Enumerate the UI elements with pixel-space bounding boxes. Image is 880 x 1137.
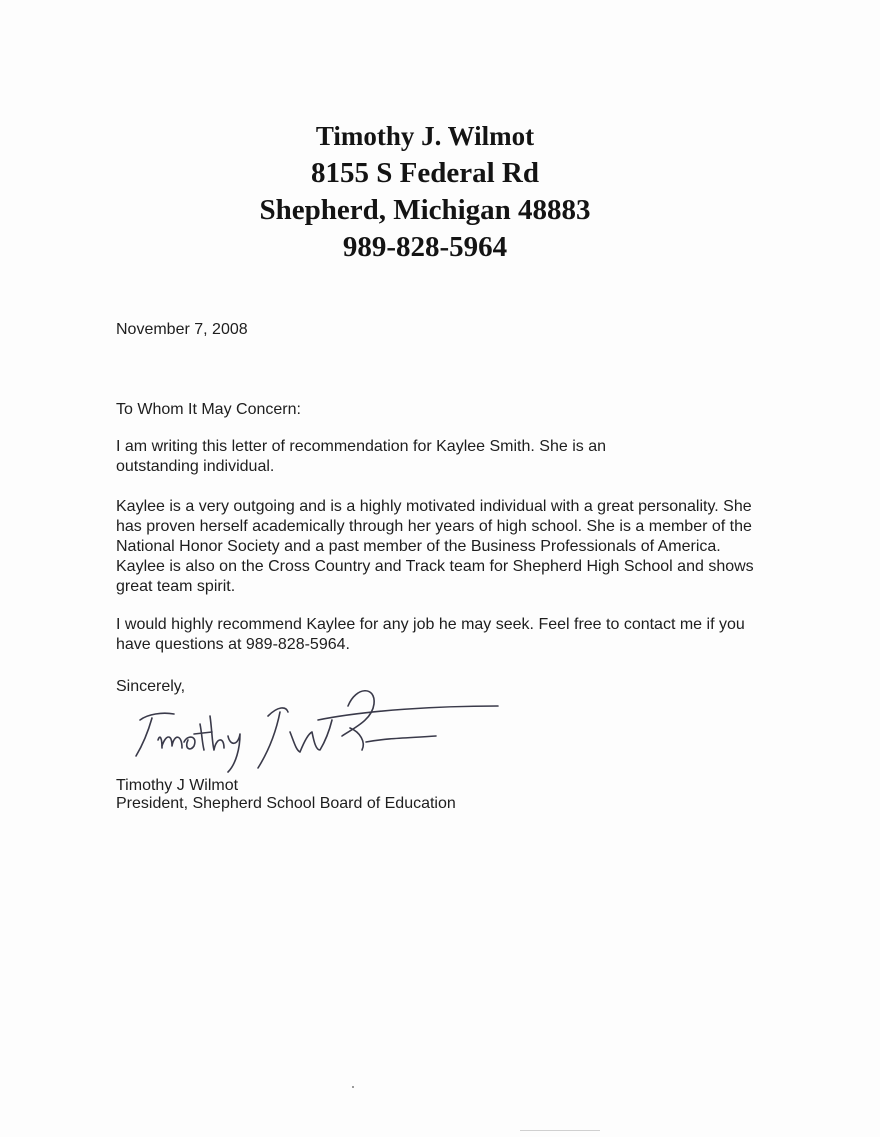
letter-date: November 7, 2008 [116,321,248,338]
letterhead-phone: 989-828-5964 [342,231,508,263]
closing: Sincerely, [116,678,186,695]
scan-speck [352,1086,354,1088]
letterhead [0,118,850,266]
paragraph-details: Kaylee is a very outgoing and is a highly motivated individual with a great personality. She has proven herself academically through her years of high school. She is a member of the National Honor Society and a past member of the Business Professionals of America. Kaylee is also on the Cross Country and Track team for Shepherd High School and shows great team spirit. [116,498,754,595]
signer-title: President, Shepherd School Board of Education [116,795,456,812]
letterhead-name: Timothy J. Wilmot [315,121,535,151]
salutation: To Whom It May Concern: [116,401,301,418]
signer-name: Timothy J Wilmot [116,777,239,794]
letterhead-city: Shepherd, Michigan 48883 [259,194,591,226]
paragraph-recommendation: I would highly recommend Kaylee for any job he may seek. Feel free to contact me if you have questions at 989-828-5964. [116,616,745,653]
handwritten-signature [118,676,538,786]
scan-edge-mark [520,1130,600,1131]
paragraph-intro: I am writing this letter of recommendation for Kaylee Smith. She is an outstanding individual. [116,438,606,475]
letterhead-address: 8155 S Federal Rd [311,157,539,189]
